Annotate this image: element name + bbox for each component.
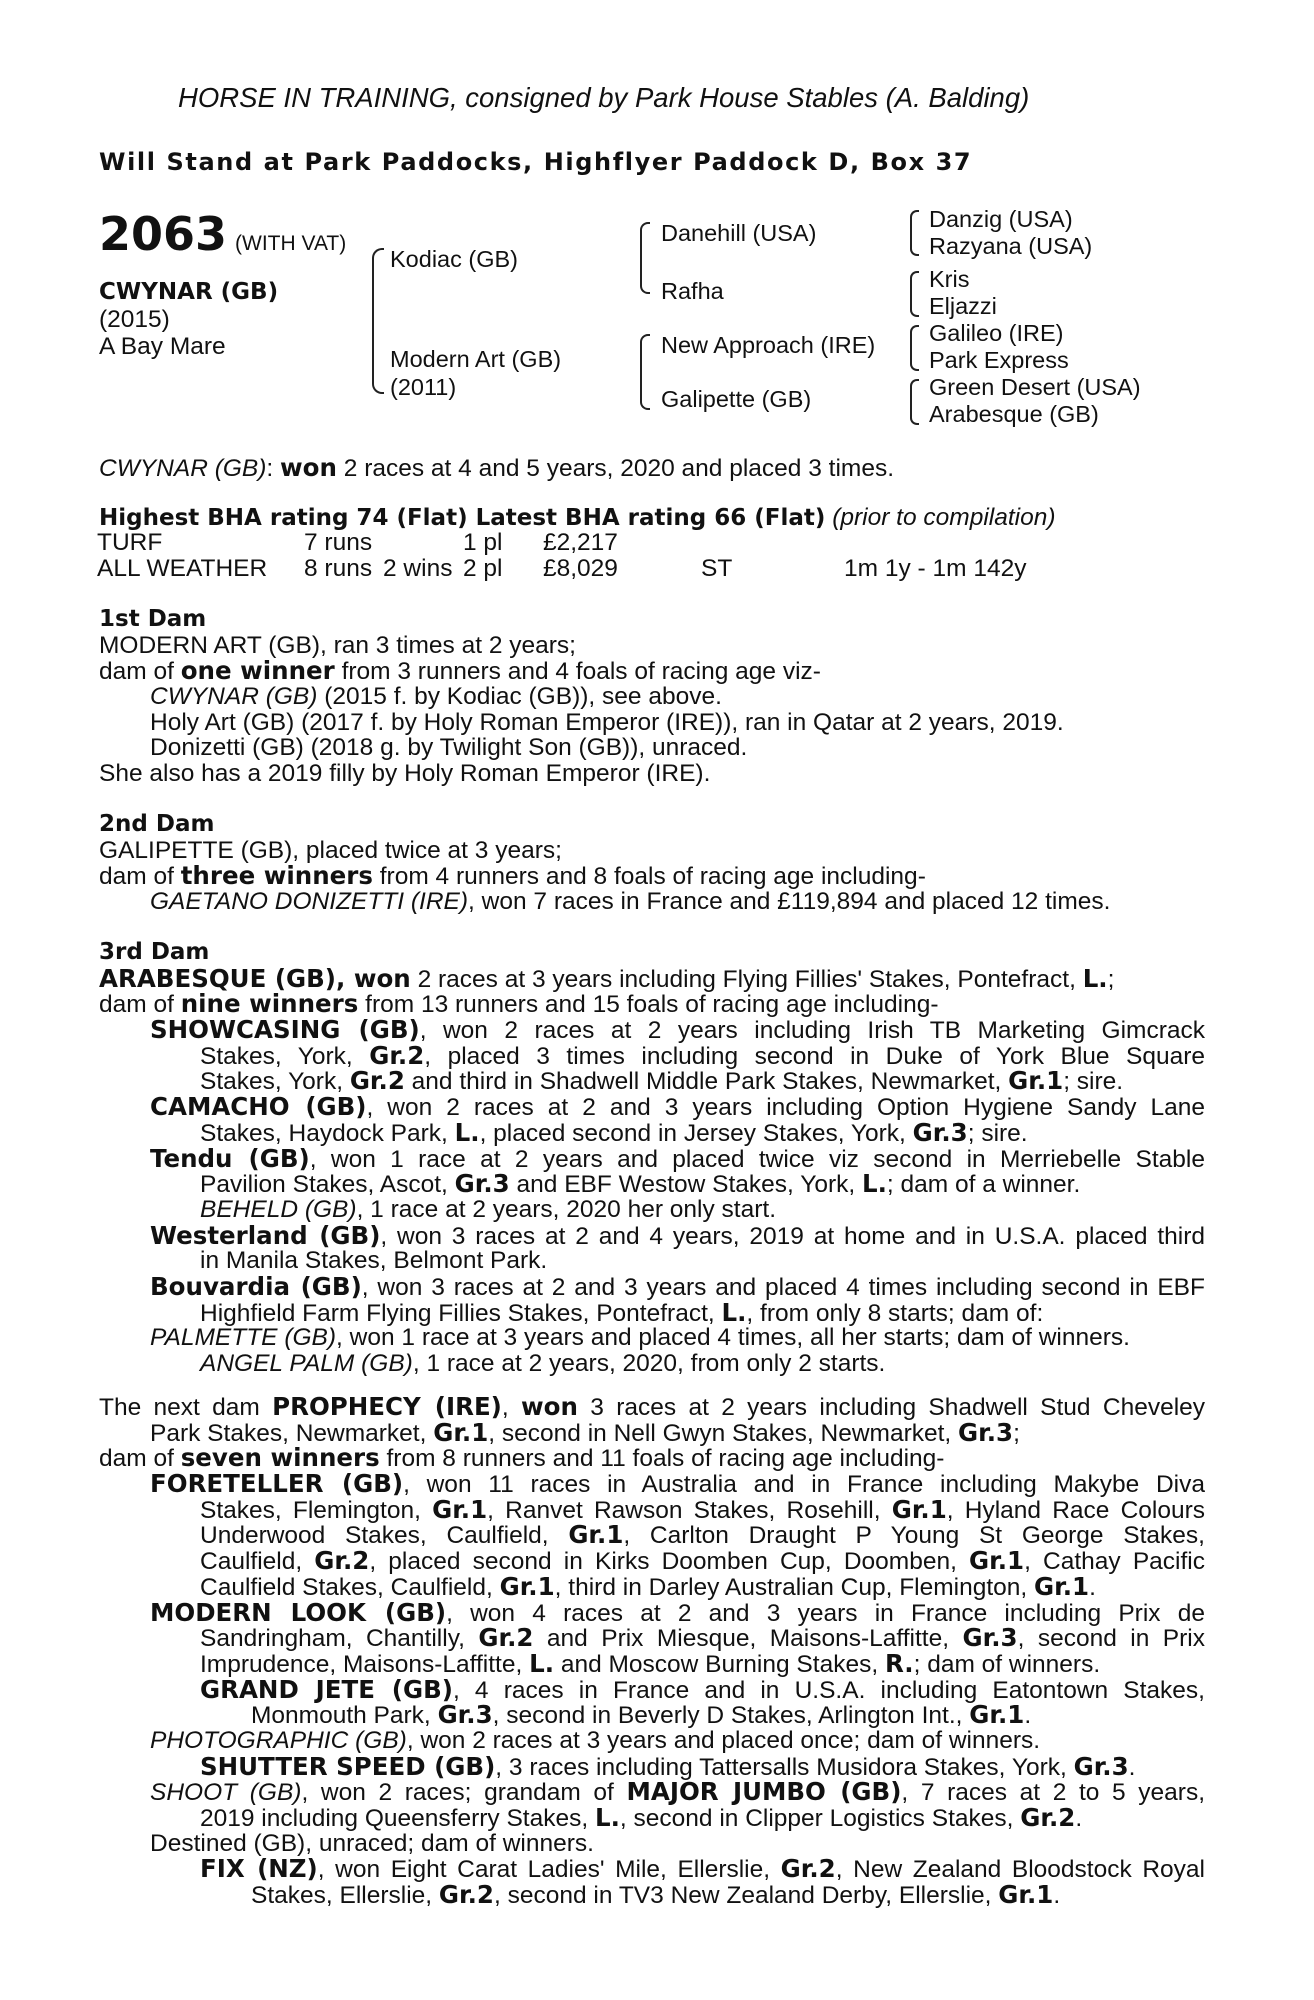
modern-look-line-2: Sandringham, Chantilly, Gr.2 and Prix Miesque, Maisons-Laffitte, Gr.3, second in Prix xyxy=(200,1623,1205,1653)
angel-palm-line: ANGEL PALM (GB), 1 race at 2 years, 2020, from only 2 starts. xyxy=(200,1350,886,1377)
lot-number: 2063 (WITH VAT) xyxy=(99,207,347,261)
bha-rating: Highest BHA rating 74 (Flat) Latest BHA rating 66 (Flat) (prior to compilation) xyxy=(99,504,1056,531)
destined-line: Destined (GB), unraced; dam of winners. xyxy=(150,1829,594,1857)
fix-line-1: FIX (NZ), won Eight Carat Ladies' Mile, Ellerslie, Gr.2, New Zealand Bloodstock Royal xyxy=(200,1854,1205,1884)
pedigree-g1: Danzig (USA) xyxy=(929,206,1073,232)
dam1-line-6: She also has a 2019 filly by Holy Roman Emperor (IRE). xyxy=(99,760,711,788)
foreteller-line-5: Caulfield Stakes, Caulfield, Gr.1, third in Darley Australian Cup, Flemington, Gr.1. xyxy=(200,1571,1096,1601)
bouvardia-line-2: Highfield Farm Flying Fillies Stakes, Pontefract, L., from only 8 starts; dam of: xyxy=(200,1297,1044,1327)
sire-brace xyxy=(372,248,384,394)
shutter-speed-line: SHUTTER SPEED (GB), 3 races including Tattersalls Musidora Stakes, York, Gr.3. xyxy=(200,1751,1136,1781)
grand-jete-line-2: Monmouth Park, Gr.3, second in Beverly D Stakes, Arlington Int., Gr.1. xyxy=(251,1700,1032,1730)
modern-look-line-1: MODERN LOOK (GB), won 4 races at 2 and 3 years in France including Prix de xyxy=(150,1597,1205,1627)
modern-look-line-3: Imprudence, Maisons-Laffitte, L. and Moscow Burning Stakes, R.; dam of winners. xyxy=(200,1648,1101,1678)
horse-year: (2015) xyxy=(99,306,170,333)
first-dam-section xyxy=(99,607,1205,787)
table-row: TURF 7 runs 1 pl £2,217 xyxy=(97,529,618,556)
grand-jete-line-1: GRAND JETE (GB), 4 races in France and in U.S.A. including Eatontown Stakes, xyxy=(200,1674,1205,1704)
horse-description: A Bay Mare xyxy=(99,333,226,360)
showcasing-line-1: SHOWCASING (GB), won 2 races at 2 years including Irish TB Marketing Gimcrack xyxy=(150,1015,1205,1045)
westerland-line-1: Westerland (GB), won 3 races at 2 and 4 years, 2019 at home and in U.S.A. placed third xyxy=(150,1220,1205,1250)
fix-line-2: Stakes, Ellerslie, Gr.2, second in TV3 New Zealand Derby, Ellerslie, Gr.1. xyxy=(251,1880,1061,1910)
camacho-line-2: Stakes, Haydock Park, L., placed second in Jersey Stakes, York, Gr.3; sire. xyxy=(200,1117,1028,1147)
section-heading: 1st Dam xyxy=(99,606,207,632)
stand-location: Will Stand at Park Paddocks, Highflyer Paddock D, Box 37 xyxy=(99,148,973,176)
pedigree-g2: Razyana (USA) xyxy=(929,233,1093,259)
foreteller-line-1: FORETELLER (GB), won 11 races in Australia and in France including Makybe Diva xyxy=(150,1469,1205,1499)
dam3-line-2: dam of nine winners from 13 runners and 15 foals of racing age including- xyxy=(99,989,939,1019)
dam-line-brace xyxy=(640,334,650,410)
pedigree-dam-sire: New Approach (IRE) xyxy=(661,332,876,358)
third-dam-section xyxy=(99,940,1205,1377)
brace-g4 xyxy=(910,379,919,425)
dam1-line-5: Donizetti (GB) (2018 g. by Twilight Son (GB)), unraced. xyxy=(150,734,748,762)
foreteller-line-3: Underwood Stakes, Caulfield, Gr.1, Carlton Draught P Young St George Stakes, xyxy=(200,1520,1205,1550)
pedigree-sire-dam: Rafha xyxy=(661,278,724,304)
brace-g3 xyxy=(910,325,919,371)
pedigree-g7: Green Desert (USA) xyxy=(929,374,1141,400)
shoot-line-2: 2019 including Queensferry Stakes, L., second in Clipper Logistics Stakes, Gr.2. xyxy=(200,1803,1083,1832)
sire-line-brace xyxy=(640,222,650,294)
table-row: ALL WEATHER 8 runs 2 wins 2 pl £8,029 ST 1m 1y - 1m 142y xyxy=(97,554,1027,582)
brace-g2 xyxy=(910,271,919,317)
shoot-line-1: SHOOT (GB), won 2 races; grandam of MAJOR JUMBO (GB), 7 races at 2 to 5 years, xyxy=(150,1777,1206,1807)
dam1-line-4: Holy Art (GB) (2017 f. by Holy Roman Emperor (IRE)), ran in Qatar at 2 years, 2019. xyxy=(150,708,1064,736)
dam1-line-1: MODERN ART (GB), ran 3 times at 2 years; xyxy=(99,631,576,659)
section-heading: 2nd Dam xyxy=(99,811,215,837)
pedigree-g8: Arabesque (GB) xyxy=(929,401,1099,427)
pedigree-sire: Kodiac (GB) xyxy=(390,246,518,272)
tendu-line-3: BEHELD (GB), 1 race at 2 years, 2020 her only start. xyxy=(200,1195,777,1223)
next-dam-line-3: dam of seven winners from 8 runners and 11 foals of racing age including- xyxy=(99,1443,945,1473)
westerland-line-2: in Manila Stakes, Belmont Park. xyxy=(200,1247,548,1275)
dam1-line-3: CWYNAR (GB) (2015 f. by Kodiac (GB)), see above. xyxy=(150,683,722,711)
page-title: HORSE IN TRAINING, consigned by Park House Stables (A. Balding) xyxy=(178,82,1030,113)
pedigree-dam: Modern Art (GB) xyxy=(390,346,562,372)
tendu-line-1: Tendu (GB), won 1 race at 2 years and placed twice viz second in Merriebelle Stable xyxy=(150,1143,1205,1173)
photographic-line: PHOTOGRAPHIC (GB), won 2 races at 3 years and placed once; dam of winners. xyxy=(150,1726,1041,1754)
race-summary: CWYNAR (GB): won 2 races at 4 and 5 years, 2020 and placed 3 times. xyxy=(99,453,895,482)
pedigree-dam-dam: Galipette (GB) xyxy=(661,386,812,412)
tendu-line-2: Pavilion Stakes, Ascot, Gr.3 and EBF Westow Stakes, York, L.; dam of a winner. xyxy=(200,1169,1081,1199)
pedigree-g6: Park Express xyxy=(929,347,1069,373)
brace-g1 xyxy=(910,210,919,256)
showcasing-line-3: Stakes, York, Gr.2 and third in Shadwell Middle Park Stakes, Newmarket, Gr.1; sire. xyxy=(200,1066,1124,1096)
race-record-table xyxy=(97,530,1026,581)
dam2-line-3: GAETANO DONIZETTI (IRE), won 7 races in France and £119,894 and placed 12 times. xyxy=(150,888,1111,916)
pedigree-dam-year: (2011) xyxy=(390,374,457,400)
foreteller-line-2: Stakes, Flemington, Gr.1, Ranvet Rawson Stakes, Rosehill, Gr.1, Hyland Race Colours xyxy=(200,1494,1206,1524)
dam1-line-2: dam of one winner from 3 runners and 4 foals of racing age viz- xyxy=(99,656,821,686)
dam2-line-1: GALIPETTE (GB), placed twice at 3 years; xyxy=(99,836,562,864)
vat-note: (WITH VAT) xyxy=(235,232,347,255)
second-dam-section xyxy=(99,812,1205,915)
section-heading: 3rd Dam xyxy=(99,939,210,965)
horse-name: CWYNAR (GB) xyxy=(99,279,279,305)
showcasing-line-2: Stakes, York, Gr.2, placed 3 times including second in Duke of York Blue Square xyxy=(200,1040,1206,1070)
dam3-line-1: ARABESQUE (GB), won 2 races at 3 years including Flying Fillies' Stakes, Pontefract, L.; xyxy=(99,963,1115,993)
pedigree-g4: Eljazzi xyxy=(929,293,997,319)
next-dam-section xyxy=(99,1394,1205,1908)
pedigree-sire-sire: Danehill (USA) xyxy=(661,220,817,246)
next-dam-line-2: Park Stakes, Newmarket, Gr.1, second in Nell Gwyn Stakes, Newmarket, Gr.3; xyxy=(150,1417,1020,1447)
pedigree-g3: Kris xyxy=(929,266,970,292)
dam2-line-2: dam of three winners from 4 runners and 8 foals of racing age including- xyxy=(99,861,926,891)
bouvardia-line-1: Bouvardia (GB), won 3 races at 2 and 3 years and placed 4 times including second in EBF xyxy=(150,1271,1205,1301)
pedigree-g5: Galileo (IRE) xyxy=(929,320,1064,346)
foreteller-line-4: Caulfield, Gr.2, placed second in Kirks Doomben Cup, Doomben, Gr.1, Cathay Pacific xyxy=(200,1546,1205,1576)
next-dam-line-1: The next dam PROPHECY (IRE), won 3 races at 2 years including Shadwell Stud Cheveley xyxy=(99,1392,1206,1421)
camacho-line-1: CAMACHO (GB), won 2 races at 2 and 3 years including Option Hygiene Sandy Lane xyxy=(150,1092,1205,1122)
palmette-line: PALMETTE (GB), won 1 race at 3 years and placed 4 times, all her starts; dam of winners. xyxy=(150,1324,1130,1352)
